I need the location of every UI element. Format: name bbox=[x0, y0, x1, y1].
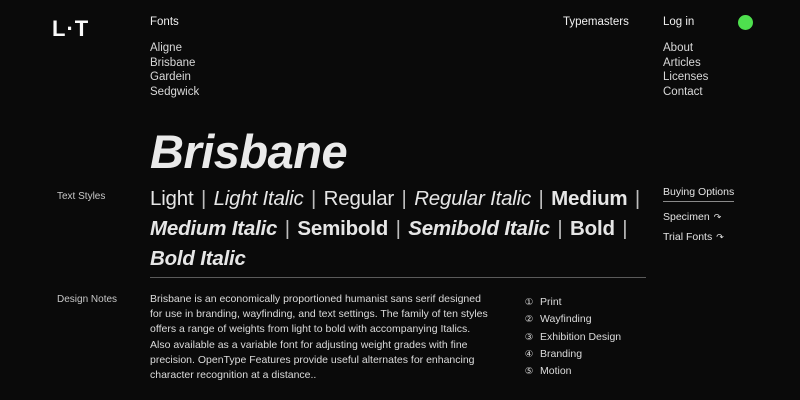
use-cases-list bbox=[524, 294, 621, 380]
font-family-list bbox=[150, 41, 199, 99]
style-separator: | bbox=[622, 217, 628, 240]
use-case-label: Motion bbox=[540, 365, 572, 378]
page-title: Brisbane bbox=[150, 125, 348, 178]
font-list-item-brisbane[interactable]: Brisbane bbox=[150, 56, 196, 69]
style-regular[interactable]: Regular bbox=[323, 187, 395, 210]
status-indicator-dot bbox=[738, 15, 753, 30]
numbered-circle-4-icon: ④ bbox=[524, 348, 534, 360]
style-separator: | bbox=[284, 217, 290, 240]
font-list-item-sedgwick[interactable]: Sedgwick bbox=[150, 85, 200, 98]
style-bold[interactable]: Bold bbox=[570, 217, 615, 240]
style-medium-italic[interactable]: Medium Italic bbox=[150, 217, 278, 240]
use-case-label: Exhibition Design bbox=[540, 330, 622, 343]
text-styles-list bbox=[150, 184, 650, 274]
nav-typemasters[interactable]: Typemasters bbox=[563, 16, 629, 28]
specimen-link-label: Specimen bbox=[663, 211, 710, 223]
use-case-label: Print bbox=[540, 296, 562, 308]
style-separator: | bbox=[401, 187, 407, 210]
numbered-circle-3-icon: ③ bbox=[524, 331, 534, 343]
utility-item-contact[interactable]: Contact bbox=[663, 85, 703, 98]
specimen-download-link[interactable] bbox=[663, 211, 758, 223]
style-separator: | bbox=[557, 217, 563, 240]
logo[interactable]: L·T bbox=[52, 16, 90, 41]
style-separator: | bbox=[200, 187, 207, 210]
numbered-circle-1-icon: ① bbox=[524, 297, 534, 308]
utility-nav-list bbox=[663, 41, 708, 99]
section-divider bbox=[150, 277, 646, 278]
utility-item-licenses[interactable]: Licenses bbox=[663, 71, 709, 83]
use-case-branding bbox=[524, 346, 621, 363]
use-case-label: Branding bbox=[540, 347, 583, 360]
trial-fonts-download-link[interactable] bbox=[663, 231, 758, 243]
style-separator: | bbox=[538, 187, 544, 210]
style-separator: | bbox=[311, 187, 317, 210]
download-arrow-icon: ↷ bbox=[716, 231, 724, 242]
design-notes-label: Design Notes bbox=[57, 294, 118, 305]
style-bold-italic[interactable]: Bold Italic bbox=[150, 247, 246, 270]
utility-item-about[interactable]: About bbox=[663, 42, 694, 54]
numbered-circle-2-icon: ② bbox=[524, 314, 534, 326]
utility-item-articles[interactable]: Articles bbox=[663, 56, 701, 69]
style-semibold-italic[interactable]: Semibold Italic bbox=[408, 217, 550, 240]
buying-options-link[interactable]: Buying Options bbox=[663, 186, 734, 202]
use-case-exhibition-design bbox=[524, 329, 621, 346]
buying-rail bbox=[663, 186, 758, 251]
text-styles-label: Text Styles bbox=[57, 191, 106, 202]
nav-fonts-heading[interactable]: Fonts bbox=[150, 16, 179, 28]
numbered-circle-5-icon: ⑤ bbox=[524, 366, 534, 378]
style-medium[interactable]: Medium bbox=[551, 187, 628, 210]
style-separator: | bbox=[634, 187, 641, 210]
use-case-print bbox=[524, 294, 621, 311]
download-arrow-icon: ↷ bbox=[713, 211, 722, 222]
style-regular-italic[interactable]: Regular Italic bbox=[414, 187, 532, 210]
use-case-label: Wayfinding bbox=[540, 313, 592, 326]
font-list-item-gardein[interactable]: Gardein bbox=[150, 71, 191, 83]
trial-fonts-link-label: Trial Fonts bbox=[663, 231, 713, 243]
use-case-motion bbox=[524, 363, 621, 380]
nav-login[interactable]: Log in bbox=[663, 16, 695, 28]
style-light-italic[interactable]: Light Italic bbox=[213, 187, 304, 210]
style-semibold[interactable]: Semibold bbox=[297, 217, 389, 240]
use-case-wayfinding bbox=[524, 311, 621, 328]
style-separator: | bbox=[395, 217, 401, 240]
design-notes-text: Brisbane is an economically proportioned humanist sans serif designed for use in branding, wayfinding, and text settings. The family of ten styles offers a range of weights from light to bold with accompanying Italics. Also available as a variable font for adjusting weight grades with fine precision. OpenType Features provide useful alternates for enhancing character recognition at a distance.. bbox=[150, 293, 488, 382]
font-list-item-aligne[interactable]: Aligne bbox=[150, 42, 182, 54]
style-light[interactable]: Light bbox=[150, 187, 194, 210]
